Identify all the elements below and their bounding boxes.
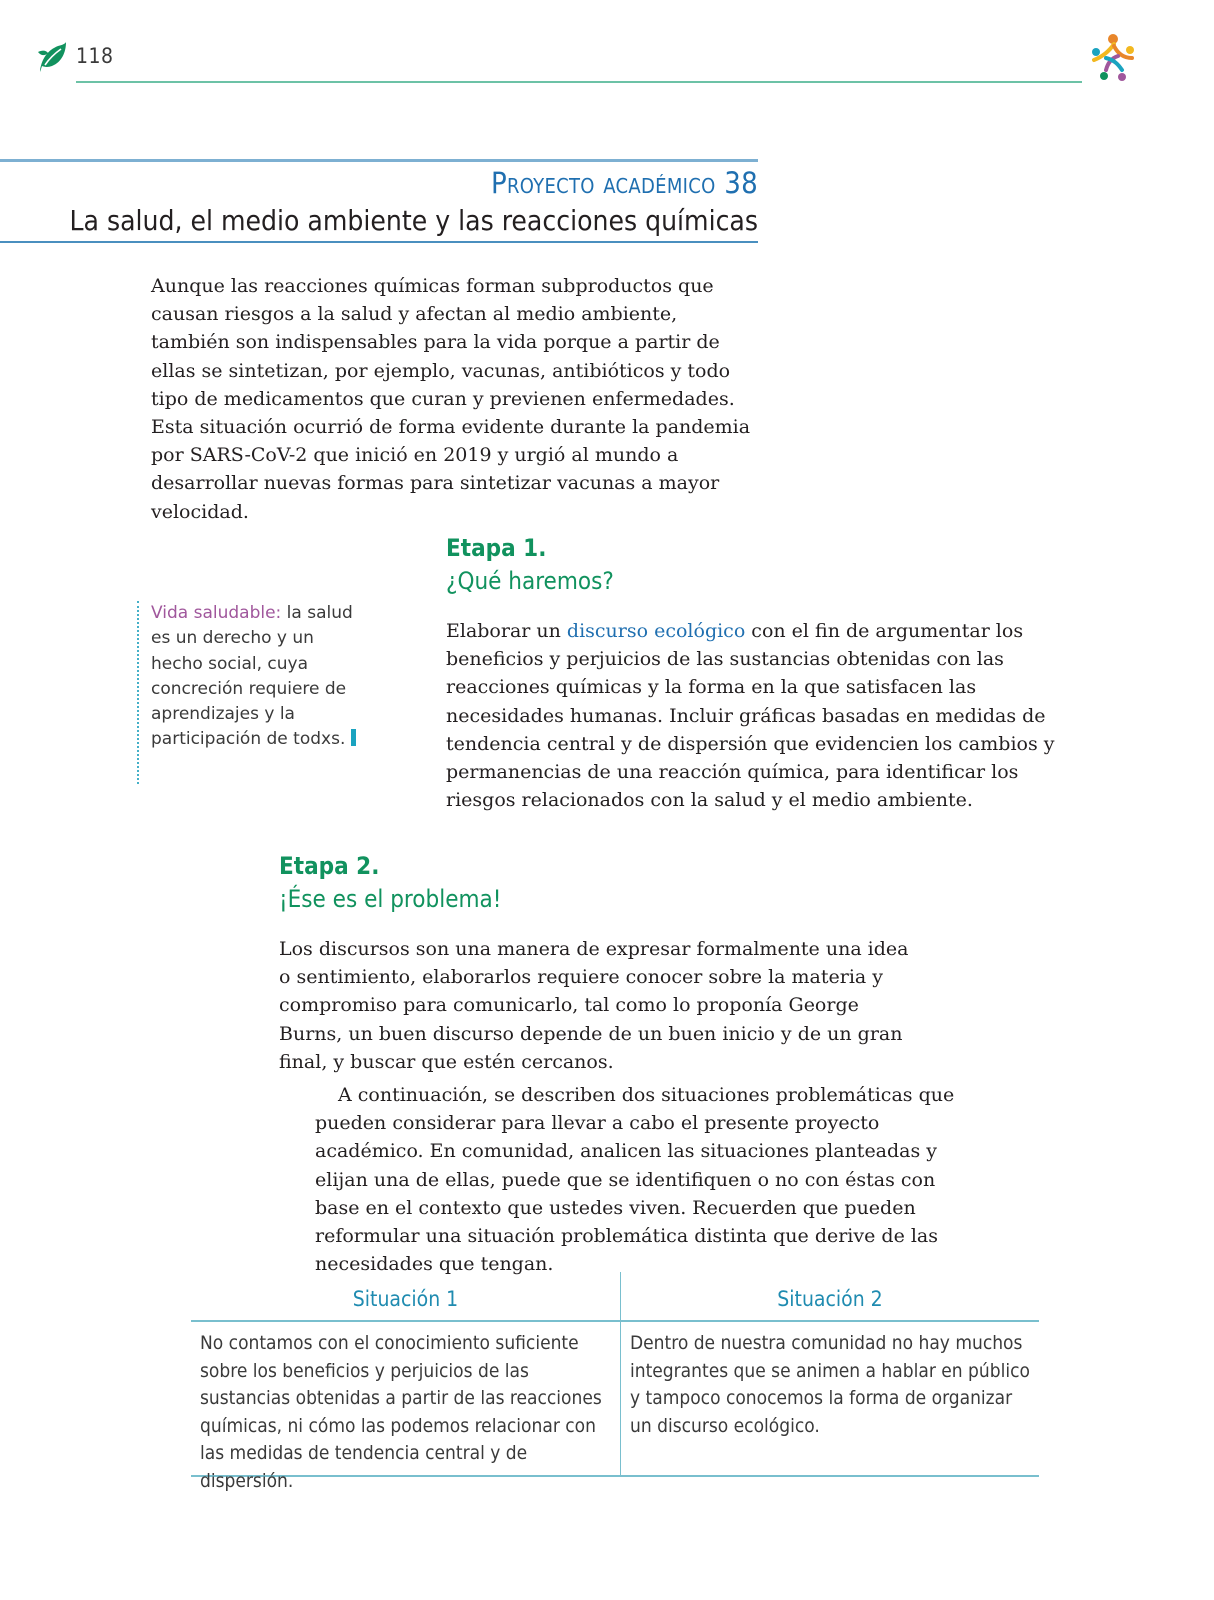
side-note-end-mark [351, 729, 356, 746]
intro-paragraph: Aunque las reacciones químicas forman subproductos que causan riesgos a la salud y afectan al medio ambiente, también son indispensables para la vida porque a partir de ellas se sintetizan, por ejemplo, vacunas, antibióticos y todo tipo de medicamentos que curan y previenen enfermedades. Esta situación ocurrió de forma evidente durante la pandemia por SARS-CoV-2 que inició en 2019 y urgió al mundo a desarrollar nuevas formas para sintetizar vacunas a mayor velocidad. [151, 275, 751, 523]
project-label: Proyecto académico 38 [490, 166, 758, 200]
page-number: 118 [76, 44, 114, 68]
situation-2-header: Situación 2 [777, 1287, 883, 1311]
situation-2-cell: Dentro de nuestra comunidad no hay muchos integrantes que se animen a hablar en público y tampoco conocemos la forma de organizar un discurso ecológico. [630, 1332, 1030, 1437]
stage1-text-before: Elaborar un [446, 620, 567, 642]
stage2-paragraph-2: A continuación, se describen dos situaciones problemáticas que pueden considerar para llevar a cabo el presente proyecto académico. En comunidad, analicen las situaciones planteadas y elijan una de ellas, puede que se identifiquen o no con éstas con base en el contexto que ustedes viven. Recuerden que pueden reformular una situación problemática distinta que derive de las necesidades que tengan. [315, 1084, 955, 1276]
project-subtitle: La salud, el medio ambiente y las reacciones químicas [69, 204, 758, 237]
side-note-border [137, 601, 139, 784]
stage2-paragraph-1: Los discursos son una manera de expresar formalmente una idea o sentimiento, elaborarlos requiere conocer sobre la materia y compromiso para comunicarlo, tal como lo proponía George Burns, un buen discurso depende de un buen inicio y de un gran final, y buscar que estén cercanos. [279, 938, 909, 1073]
table-header-rule [191, 1320, 1039, 1322]
side-note-text: la salud es un derecho y un hecho social, cuya concreción requiere de aprendizajes y la participación de todxs. [151, 603, 353, 750]
stage2-number: Etapa 2. [279, 852, 380, 880]
stage1-number: Etapa 1. [446, 534, 547, 562]
stage1-text-after: con el fin de argumentar los beneficios y perjuicios de las sustancias obtenidas con las reacciones químicas y la forma en la que satisfacen las necesidades humanas. Incluir gráficas basadas en medidas de tendencia central y de dispersión que evidencien los cambios y permanencias de una reacción química, para identificar los riesgos relacionados con la salud y el medio ambiente. [446, 620, 1055, 812]
situation-1-cell: No contamos con el conocimiento suficiente sobre los beneficios y perjuicios de las sustancias obtenidas a partir de las reacciones químicas, ni cómo las podemos relacionar con las medidas de tendencia central y de dispersión. [200, 1332, 602, 1492]
stage2-question: ¡Ése es el problema! [279, 885, 502, 913]
header-rule [76, 81, 1082, 83]
title-rule-top [0, 159, 758, 162]
stage1-question: ¿Qué haremos? [446, 567, 614, 595]
side-note [151, 601, 361, 753]
leaf-icon [36, 40, 68, 74]
stage1-highlight-term: discurso ecológico [566, 620, 746, 642]
situation-1-header: Situación 1 [352, 1287, 459, 1311]
side-note-term: Vida saludable: [151, 603, 282, 623]
title-rule-bottom [0, 241, 758, 243]
stage1-paragraph [446, 617, 1066, 814]
community-people-logo-icon [1084, 30, 1142, 86]
